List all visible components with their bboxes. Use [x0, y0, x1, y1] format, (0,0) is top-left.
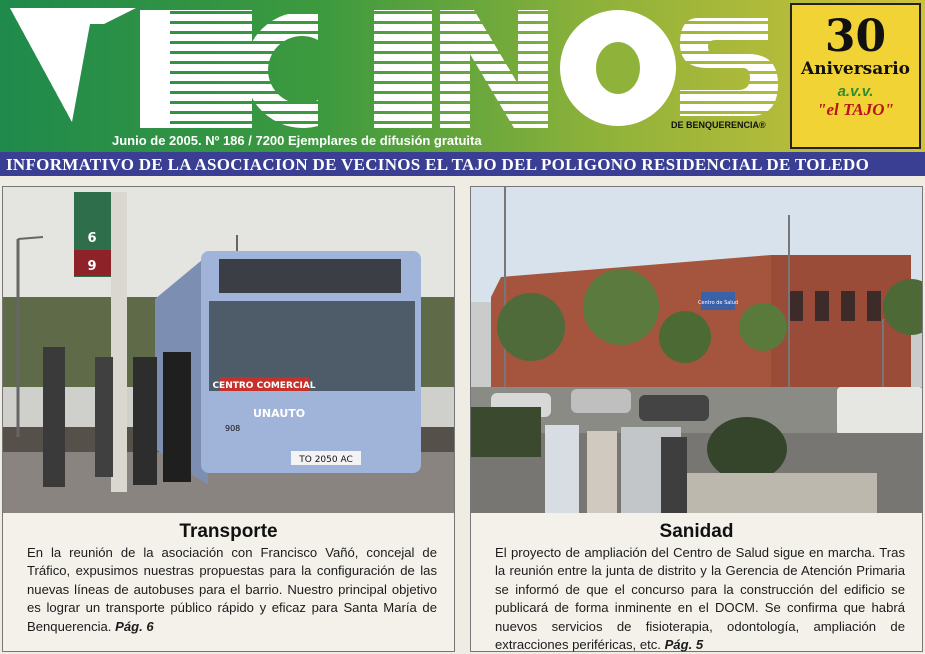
page-ref: Pág. 6 [115, 618, 154, 634]
article-transporte [2, 186, 455, 652]
subtitle-band [0, 152, 925, 176]
body-text: En la reunión de la asociación con Francisco Vañó, concejal de Tráfico, expusimos nuestras propuestas para la configuración de las nuevas líneas de autobuses para el barrio. Nuestro principal objetivo es lograr un transporte público rápido y eficaz para Santa María de Benquerencia. [27, 545, 437, 634]
body-sanidad [495, 544, 905, 654]
health-center-sign: Centro de Salud [697, 300, 739, 306]
benquerencia-label: DE BENQUERENCIA® [671, 120, 766, 130]
bus-destination: CENTRO COMERCIAL [212, 381, 316, 391]
anniversary-badge [790, 3, 921, 149]
bus-stop-number-bottom: 9 [87, 259, 97, 274]
anniversary-number: 30 [824, 11, 887, 62]
bus-stop-number-top: 6 [87, 231, 97, 246]
subtitle-text: INFORMATIVO DE LA ASOCIACION DE VECINOS EL TAJO DEL POLIGONO RESIDENCIAL DE TOLEDO [6, 155, 870, 174]
body-transporte [27, 544, 437, 636]
bus-plate: TO 2050 AC [299, 455, 353, 465]
article-sanidad [470, 186, 923, 652]
vecinos-logo [8, 4, 783, 132]
headline-transporte: Transporte [179, 521, 278, 542]
page-ref: Pág. 5 [664, 637, 704, 653]
issue-line: Junio de 2005. Nº 186 / 7200 Ejemplares de difusión gratuita [112, 133, 482, 148]
tajo-logo-text: "el TAJO" [817, 100, 894, 119]
bus-number: 908 [225, 424, 241, 433]
body-text: El proyecto de ampliación del Centro de Salud sigue en marcha. Tras la reunión entre la junta de distrito y la Gerencia de Atención Primaria se informó de que el concurso para la construcción del edificio se publicará de forma inminente en el DOCM. Se confirma que habrá nuevos servicios de fisioterapia, odontología, ampliación de extracciones periféricas, etc. [495, 545, 905, 653]
bus-brand: UNAUTO [253, 407, 306, 420]
bus-photo [3, 187, 454, 513]
headline-sanidad: Sanidad [659, 521, 734, 542]
masthead [0, 0, 925, 152]
anniversary-label: Aniversario [801, 59, 910, 79]
avv-logo-text: a.v.v. [837, 83, 874, 100]
health-center-photo [471, 187, 922, 513]
